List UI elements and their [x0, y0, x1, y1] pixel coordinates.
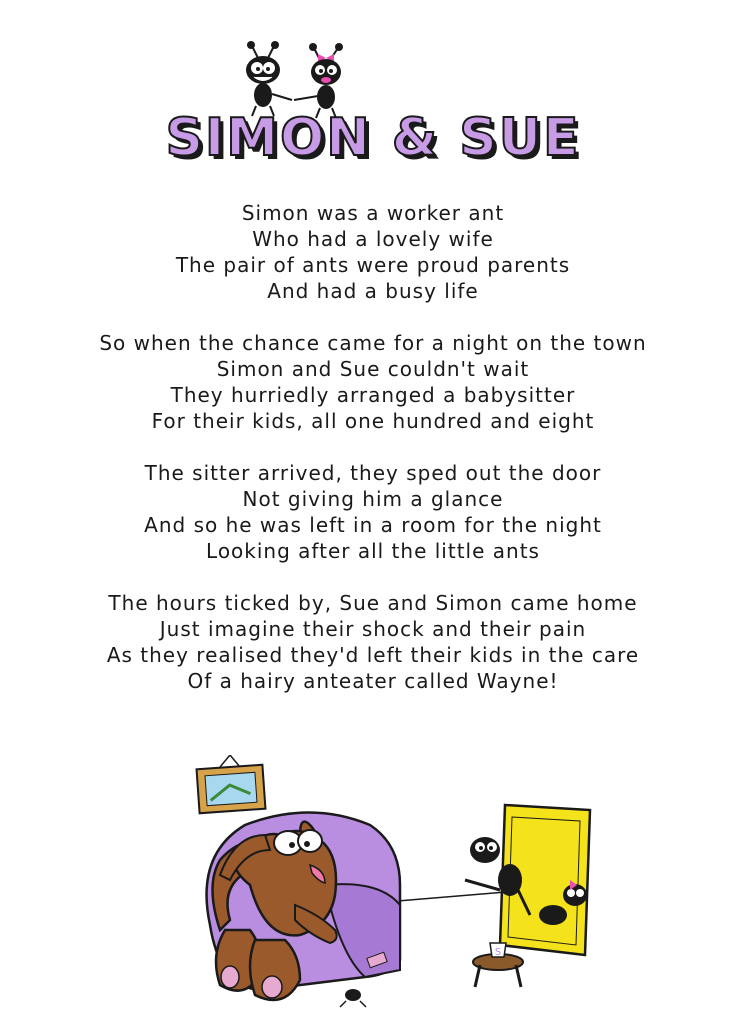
- poem-line: And so he was left in a room for the night: [144, 513, 602, 537]
- poem: [80, 200, 666, 720]
- page-title: SIMON & SUE: [165, 108, 581, 168]
- anteater-scene-illustration: [150, 755, 620, 1020]
- simon-ant-icon: [246, 41, 292, 116]
- poem-line: As they realised they'd left their kids in the care: [106, 643, 640, 667]
- cup-letter: S: [494, 947, 502, 958]
- poem-line: The hours ticked by, Sue and Simon came home: [108, 591, 638, 615]
- poem-stanza-3: [80, 460, 666, 564]
- poem-line: Of a hairy anteater called Wayne!: [187, 669, 559, 693]
- stool-with-cup-icon: [473, 943, 523, 987]
- poem-line: So when the chance came for a night on the town: [99, 331, 647, 355]
- poem-line: And had a busy life: [267, 279, 479, 303]
- poem-line: Who had a lovely wife: [252, 227, 494, 251]
- poem-line: For their kids, all one hundred and eight: [151, 409, 595, 433]
- poem-line: Just imagine their shock and their pain: [159, 617, 587, 641]
- poem-line: Simon was a worker ant: [241, 201, 505, 225]
- sue-ant-icon: [294, 43, 343, 118]
- poem-line: They hurriedly arranged a babysitter: [170, 383, 576, 407]
- poem-line: Simon and Sue couldn't wait: [216, 357, 530, 381]
- poem-line: Not giving him a glance: [242, 487, 504, 511]
- small-ant-icon: [340, 989, 366, 1007]
- poem-stanza-1: [80, 200, 666, 304]
- poem-line: Looking after all the little ants: [206, 539, 540, 563]
- poem-line: The pair of ants were proud parents: [175, 253, 571, 277]
- poem-stanza-4: [80, 590, 666, 694]
- poem-stanza-2: [80, 330, 666, 434]
- poem-line: The sitter arrived, they sped out the door: [144, 461, 602, 485]
- wall-picture-icon: [197, 755, 266, 813]
